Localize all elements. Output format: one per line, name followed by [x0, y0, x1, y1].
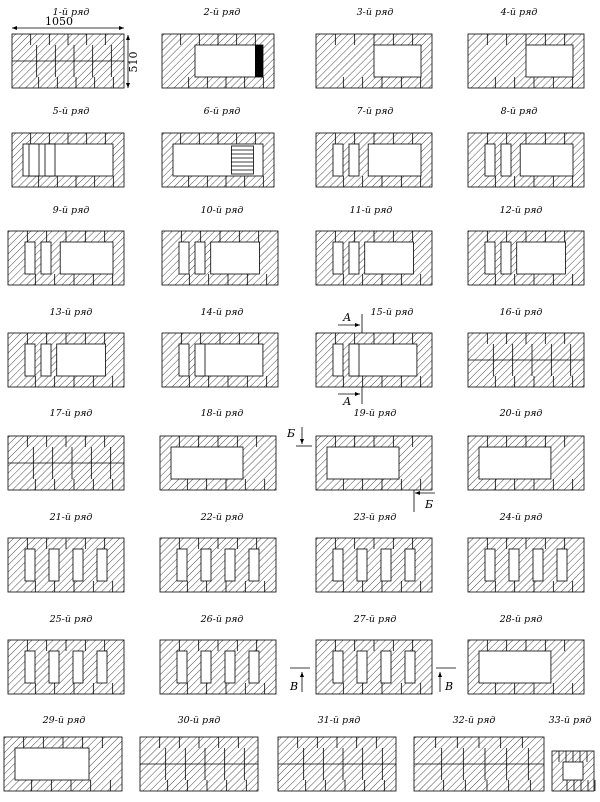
flue-channel: [485, 549, 495, 581]
row-plan: [162, 106, 274, 187]
row-plan: [316, 7, 432, 88]
row-title: 27-й ряд: [353, 614, 397, 625]
row-plan: [468, 512, 584, 592]
flue-channel: [49, 549, 59, 581]
flue-channel: [195, 242, 205, 274]
row-title: 21-й ряд: [49, 512, 93, 523]
row-plan: [468, 106, 584, 187]
row-title: 1-й ряд: [52, 7, 90, 18]
flue-channel: [381, 549, 391, 581]
row-plan: [8, 205, 124, 285]
flue-channel: [41, 344, 51, 376]
row-title: 16-й ряд: [499, 307, 543, 318]
inner-chamber: [520, 144, 573, 176]
inner-chamber: [171, 447, 243, 479]
row-plan: [8, 512, 124, 592]
inner-chamber: [60, 242, 113, 274]
flue-channel: [249, 651, 259, 683]
row-title: 19-й ряд: [353, 408, 397, 419]
row-plan: [4, 715, 122, 791]
inner-chamber: [57, 344, 106, 376]
flue-channel: [357, 549, 367, 581]
flue-channel: [97, 651, 107, 683]
row-title: 10-й ряд: [200, 205, 244, 216]
row-plan: [316, 614, 432, 694]
inner-chamber: [479, 447, 551, 479]
flue-channel: [349, 144, 359, 176]
row-title: 9-й ряд: [52, 205, 90, 216]
row-plan: [278, 715, 396, 791]
flue-channel: [45, 144, 55, 176]
flue-channel: [381, 651, 391, 683]
door-frame: [255, 45, 263, 77]
inner-chamber: [479, 651, 551, 683]
flue-channel: [333, 549, 343, 581]
row-title: 5-й ряд: [52, 106, 90, 117]
section-v-left: [289, 668, 310, 693]
row-plan: [414, 715, 544, 791]
row-plan: [316, 408, 432, 490]
inner-chamber: [15, 748, 89, 780]
section-b-bottom-label: Б: [425, 498, 434, 511]
row-title: 28-й ряд: [499, 614, 543, 625]
row-title: 4-й ряд: [500, 7, 538, 18]
row-plan: [549, 715, 595, 791]
row-plan: [12, 106, 124, 187]
row-title: 14-й ряд: [200, 307, 244, 318]
row-plan: [162, 205, 278, 285]
flue-channel: [349, 242, 359, 274]
flue-channel: [333, 651, 343, 683]
flue-channel: [25, 549, 35, 581]
inner-chamber: [374, 45, 421, 77]
flue-channel: [357, 651, 367, 683]
row-title: 20-й ряд: [499, 408, 543, 419]
dimension-height-label: 510: [127, 51, 140, 73]
row-title: 6-й ряд: [203, 106, 241, 117]
section-v-right: [436, 668, 456, 693]
row-title: 32-й ряд: [452, 715, 496, 726]
flue-channel: [73, 549, 83, 581]
section-a-bottom-label: А: [343, 395, 352, 408]
row-title: 17-й ряд: [49, 408, 93, 419]
flue-channel: [97, 549, 107, 581]
row-plan: [468, 307, 584, 387]
row-plan: [162, 7, 274, 88]
row-title: 3-й ряд: [356, 7, 394, 18]
row-title: 11-й ряд: [349, 205, 393, 216]
flue-channel: [349, 344, 359, 376]
flue-channel: [405, 549, 415, 581]
row-plan: [160, 408, 276, 490]
row-plan: [316, 205, 432, 285]
row-title: 2-й ряд: [203, 7, 241, 18]
flue-channel: [557, 549, 567, 581]
inner-chamber: [327, 447, 399, 479]
flue-channel: [405, 651, 415, 683]
rows-layer: [4, 7, 595, 791]
row-plan: [468, 408, 584, 490]
flue-channel: [41, 242, 51, 274]
row-plan: [8, 614, 124, 694]
flue-channel: [333, 344, 343, 376]
flue-channel: [201, 651, 211, 683]
row-title: 15-й ряд: [370, 307, 414, 318]
row-title: 23-й ряд: [353, 512, 397, 523]
inner-chamber: [353, 344, 417, 376]
flue-channel: [225, 651, 235, 683]
flue-channel: [179, 242, 189, 274]
flue-channel: [177, 549, 187, 581]
inner-chamber: [365, 242, 414, 274]
flue-channel: [25, 242, 35, 274]
flue-channel: [533, 549, 543, 581]
section-v-left-label: В: [290, 680, 299, 693]
section-a-top-label: А: [343, 311, 352, 324]
flue-channel: [485, 144, 495, 176]
row-plan: [316, 106, 432, 187]
row-title: 22-й ряд: [200, 512, 244, 523]
flue-channel: [25, 651, 35, 683]
flue-channel: [501, 144, 511, 176]
flue-channel: [25, 344, 35, 376]
row-plan: [316, 512, 432, 592]
row-title: 12-й ряд: [499, 205, 543, 216]
flue-channel: [49, 651, 59, 683]
inner-chamber: [195, 45, 263, 77]
inner-chamber: [199, 344, 263, 376]
flue-channel: [29, 144, 39, 176]
flue-channel: [201, 549, 211, 581]
section-b-top: [286, 427, 312, 446]
flue-channel: [333, 242, 343, 274]
row-title: 7-й ряд: [356, 106, 394, 117]
flue-channel: [501, 242, 511, 274]
flue-channel: [73, 651, 83, 683]
flue-channel: [509, 549, 519, 581]
row-title: 25-й ряд: [49, 614, 93, 625]
row-title: 30-й ряд: [177, 715, 221, 726]
row-title: 26-й ряд: [200, 614, 244, 625]
row-plan: [8, 408, 124, 490]
row-plan: [468, 7, 584, 88]
row-title: 24-й ряд: [499, 512, 543, 523]
flue-channel: [177, 651, 187, 683]
flue-channel: [249, 549, 259, 581]
row-plan: [8, 307, 124, 387]
row-title: 31-й ряд: [317, 715, 361, 726]
inner-chamber: [563, 762, 583, 780]
flue-channel: [333, 144, 343, 176]
row-title: 33-й ряд: [548, 715, 592, 726]
inner-chamber: [211, 242, 260, 274]
row-plan: [468, 614, 584, 694]
dimension-height: [126, 35, 140, 88]
inner-chamber: [517, 242, 566, 274]
row-title: 18-й ряд: [200, 408, 244, 419]
row-plan: [140, 715, 258, 791]
flue-channel: [225, 549, 235, 581]
row-title: 8-й ряд: [500, 106, 538, 117]
flue-channel: [485, 242, 495, 274]
row-plan: [160, 512, 276, 592]
flue-channel: [195, 344, 205, 376]
flue-channel: [179, 344, 189, 376]
row-title: 29-й ряд: [42, 715, 86, 726]
row-plan: [316, 307, 432, 387]
grate-icon: [231, 146, 253, 174]
section-a-top: [338, 311, 362, 333]
section-b-top-label: Б: [287, 427, 296, 440]
row-plan: [162, 307, 278, 387]
row-plan: [468, 205, 584, 285]
row-title: 13-й ряд: [49, 307, 93, 318]
section-a-bottom: [338, 386, 362, 408]
row-plan: [160, 614, 276, 694]
dimension-width-label: 1050: [45, 15, 73, 28]
inner-chamber: [526, 45, 573, 77]
inner-chamber: [368, 144, 421, 176]
section-v-right-label: В: [445, 680, 454, 693]
